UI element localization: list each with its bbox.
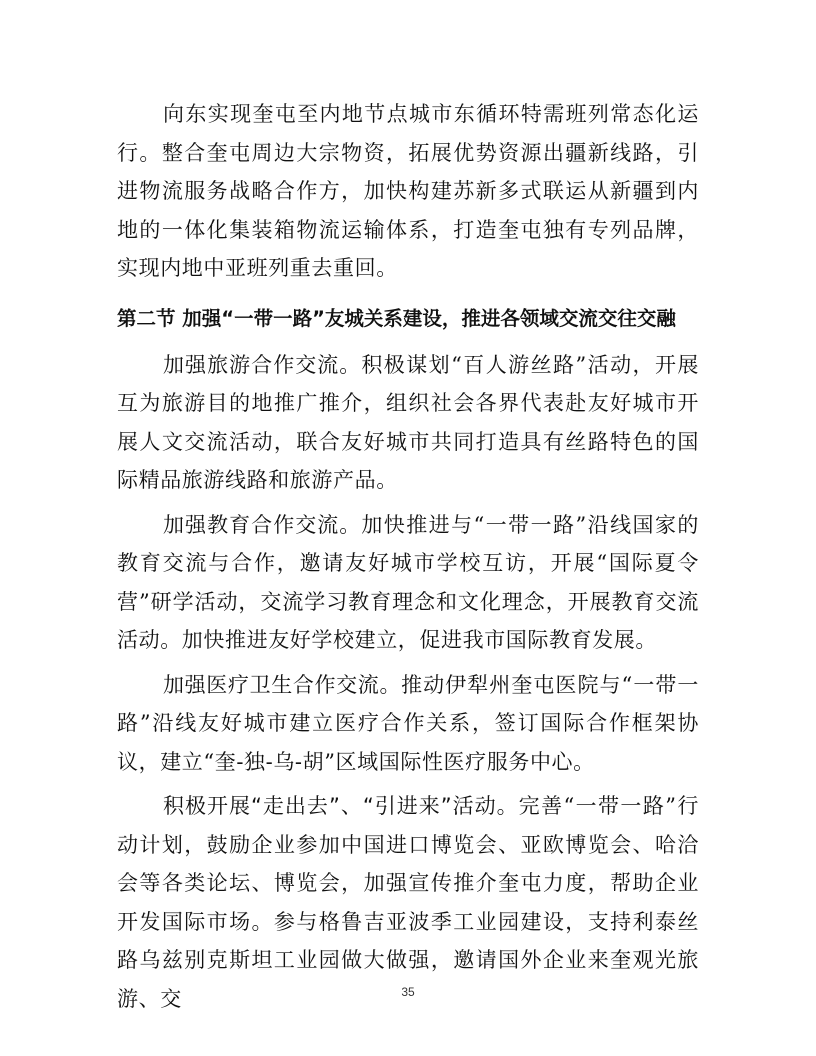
section-heading: 第二节 加强“一带一路”友城关系建设，推进各领域交流交往交融 [117, 306, 676, 330]
paragraph-text: 向东实现奎屯至内地节点城市东循环特需班列常态化运行。整合奎屯周边大宗物资，拓展优势资源出疆新线路，引进物流服务战略合作方，加快构建苏新多式联运从新疆到内地的一体化集装箱物流运输体系，打造奎屯独有专列品牌，实现内地中亚班列重去重回。 [117, 102, 699, 280]
paragraph-text: 推动伊犁州奎屯医院与“一带一路”沿线友好城市建立医疗合作关系，签订国际合作框架协议，建立“奎-独-乌-胡”区域国际性医疗服务中心。 [117, 672, 700, 774]
paragraph-going-out [117, 787, 699, 1018]
paragraph-text: 完善“一带一路”行动计划，鼓励企业参加中国进口博览会、亚欧博览会、哈洽会等各类论坛、博览会，加强宣传推介奎屯力度，帮助企业开发国际市场。参与格鲁吉亚波季工业园建设，支持利泰丝路乌兹别克斯坦工业园做大做强，邀请国外企业来奎观光旅游、交 [117, 794, 699, 1011]
paragraph-lead: 加强旅游合作交流。 [163, 352, 362, 377]
page-body [117, 95, 699, 1018]
paragraph-medical [117, 666, 699, 782]
paragraph-lead: 加强教育合作交流。 [163, 512, 362, 537]
paragraph-lead: 积极开展“走出去”、“引进来”活动。 [163, 794, 519, 818]
paragraph-logistics [117, 95, 699, 288]
paragraph-education [117, 506, 699, 660]
paragraph-lead: 加强医疗卫生合作交流。 [163, 672, 402, 697]
paragraph-tourism [117, 346, 699, 500]
paragraph-text: 积极谋划“百人游丝路”活动，开展互为旅游目的地推广推介，组织社会各界代表赴友好城市开展人文交流活动，联合友好城市共同打造具有丝路特色的国际精品旅游线路和旅游产品。 [117, 352, 699, 492]
page-number: 35 [401, 985, 415, 999]
paragraph-text: 加快推进与“一带一路”沿线国家的教育交流与合作，邀请友好城市学校互访，开展“国际夏令营”研学活动，交流学习教育理念和文化理念，开展教育交流活动。加快推进友好学校建立，促进我市国际教育发展。 [117, 512, 699, 652]
